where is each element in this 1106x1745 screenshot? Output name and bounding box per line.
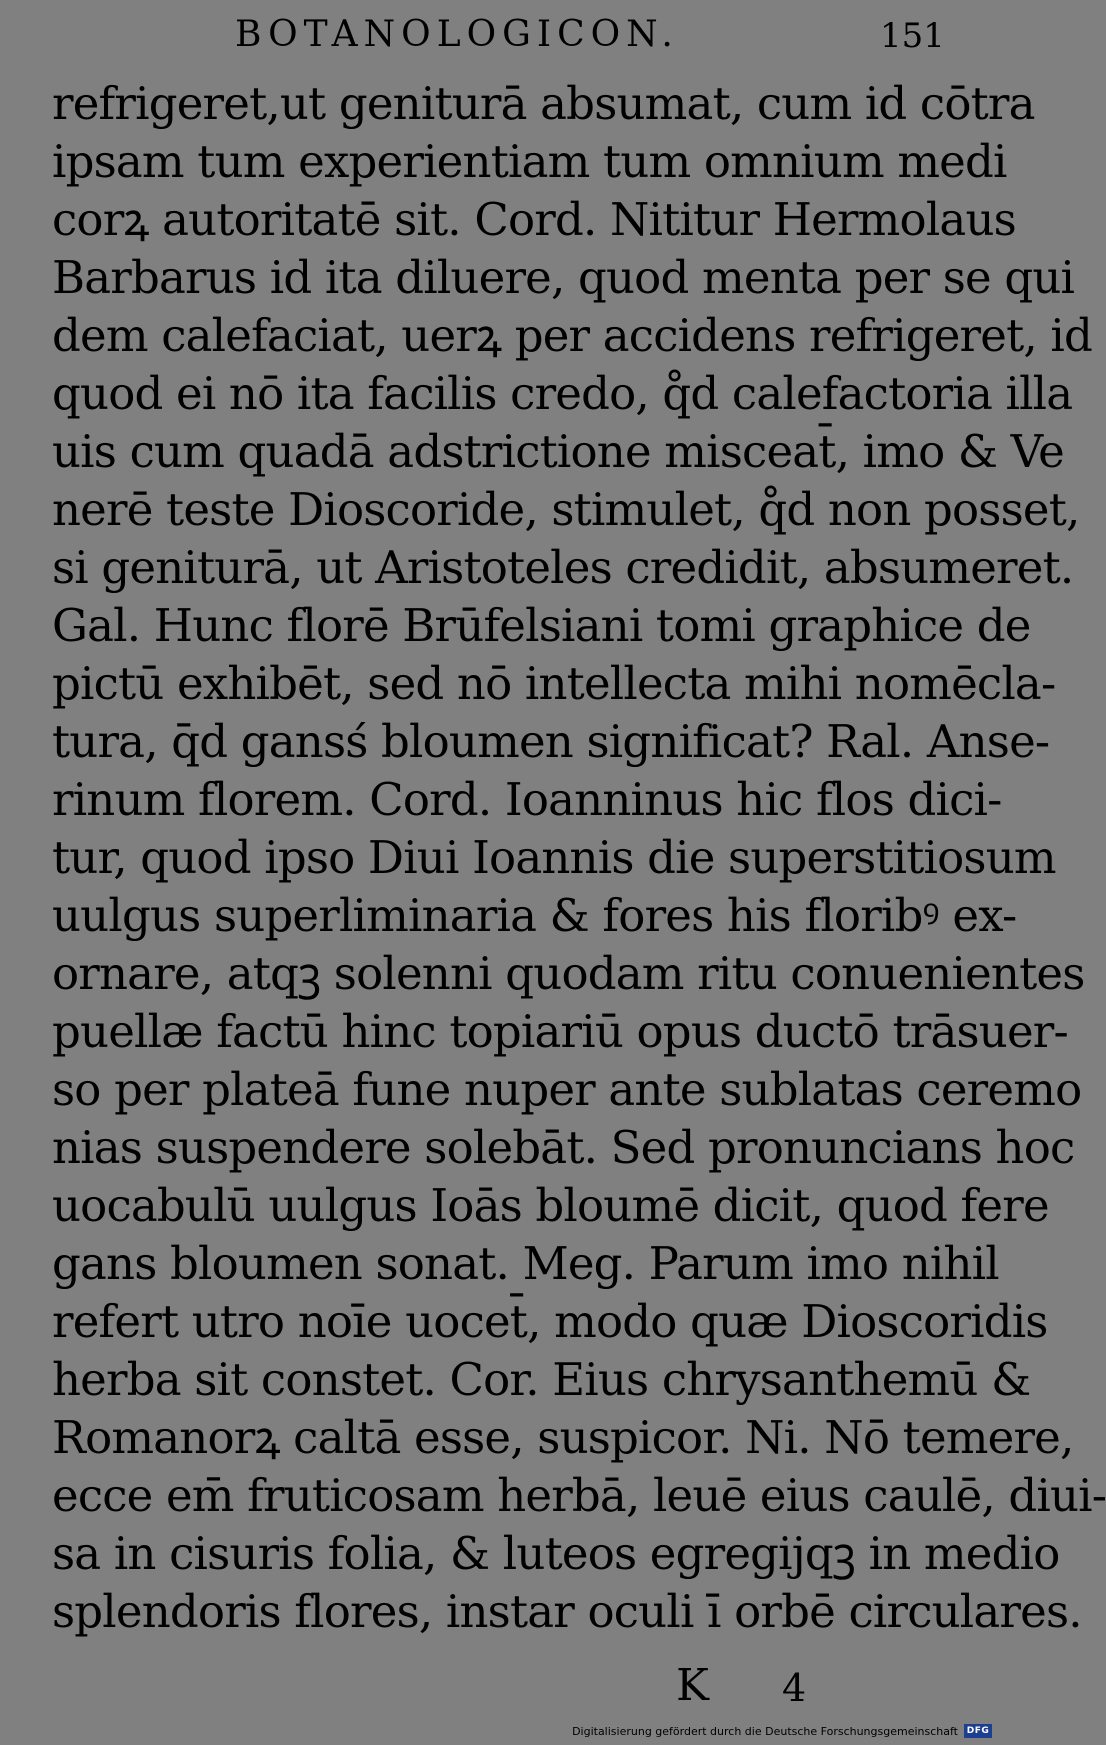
- text-line: Gal. Hunc florē Brūfelsiani tomi graphice de: [52, 599, 1031, 652]
- text-line: ecce em̄ fruticosam herbā, leuē eius caulē, diui-: [52, 1469, 1106, 1522]
- digitization-footer: [572, 1722, 992, 1740]
- text-line: rinum florem. Cord. Ioanninus hic flos dici-: [52, 773, 1002, 826]
- text-line: uulgus superliminaria & fores his floribꝰ ex-: [52, 889, 1017, 942]
- text-line: gans bloumen sonat. Meg. Parum imo nihil: [52, 1237, 999, 1290]
- text-line: quod ei nō ita facilis credo, q̊d calefactoria illa: [52, 367, 1073, 420]
- text-line: so per plateā fune nuper ante sublatas ceremo: [52, 1063, 1082, 1116]
- funding-credit: Digitalisierung gefördert durch die Deutsche Forschungsgemeinschaft: [572, 1724, 958, 1738]
- text-line: Barbarus id ita diluere, quod menta per se qui: [52, 251, 1075, 304]
- text-line: si geniturā, ut Aristoteles credidit, absumeret.: [52, 541, 1074, 594]
- page-number: 151: [880, 16, 945, 56]
- text-line: refrigeret,ut geniturā absumat, cum id cōtra: [52, 77, 1035, 130]
- running-head: [0, 14, 1000, 64]
- text-line: tur, quod ipso Diui Ioannis die superstitiosum: [52, 831, 1056, 884]
- text-line: uocabulū uulgus Ioās bloumē dicit, quod fere: [52, 1179, 1049, 1232]
- text-line: nias suspendere solebāt. Sed pronuncians hoc: [52, 1121, 1075, 1174]
- body-text: [52, 75, 1106, 1641]
- text-line: refert utro noīe uocet̄, modo quæ Dioscoridis: [52, 1295, 1048, 1348]
- text-line: dem calefaciat, uerꝝ per accidens refrigeret, id: [52, 309, 1092, 362]
- text-line: corꝝ autoritatē sit. Cord. Nititur Hermolaus: [52, 193, 1016, 246]
- signature-number: 4: [782, 1666, 807, 1710]
- text-line: ornare, atqꝫ solenni quodam ritu conuenientes: [52, 947, 1085, 1000]
- text-line: herba sit constet. Cor. Eius chrysanthemū &: [52, 1353, 1031, 1406]
- dfg-logo: DFG: [964, 1724, 992, 1738]
- text-line: Romanorꝝ caltā esse, suspicor. Ni. Nō temere,: [52, 1411, 1074, 1464]
- text-line: nerē teste Dioscoride, stimulet, q̊d non posset,: [52, 483, 1080, 536]
- text-line: splendoris flores, instar oculi ī orbē circulares.: [52, 1585, 1082, 1638]
- text-line: tura, q̄d gansś bloumen significat? Ral. Anse-: [52, 715, 1050, 768]
- text-line: uis cum quadā adstrictione misceat̄, imo & Ve: [52, 425, 1065, 478]
- signature-letter: K: [676, 1660, 709, 1711]
- running-title: BOTANOLOGICON.: [235, 14, 679, 55]
- text-line: ipsam tum experientiam tum omnium medi: [52, 135, 1007, 188]
- text-line: puellæ factū hinc topiariū opus ductō trāsuer-: [52, 1005, 1068, 1058]
- text-line: sa in cisuris folia, & luteos egregijqꝫ in medio: [52, 1527, 1060, 1580]
- signature-mark: [0, 1660, 1000, 1710]
- text-line: pictū exhibēt, sed nō intellecta mihi nomēcla-: [52, 657, 1056, 710]
